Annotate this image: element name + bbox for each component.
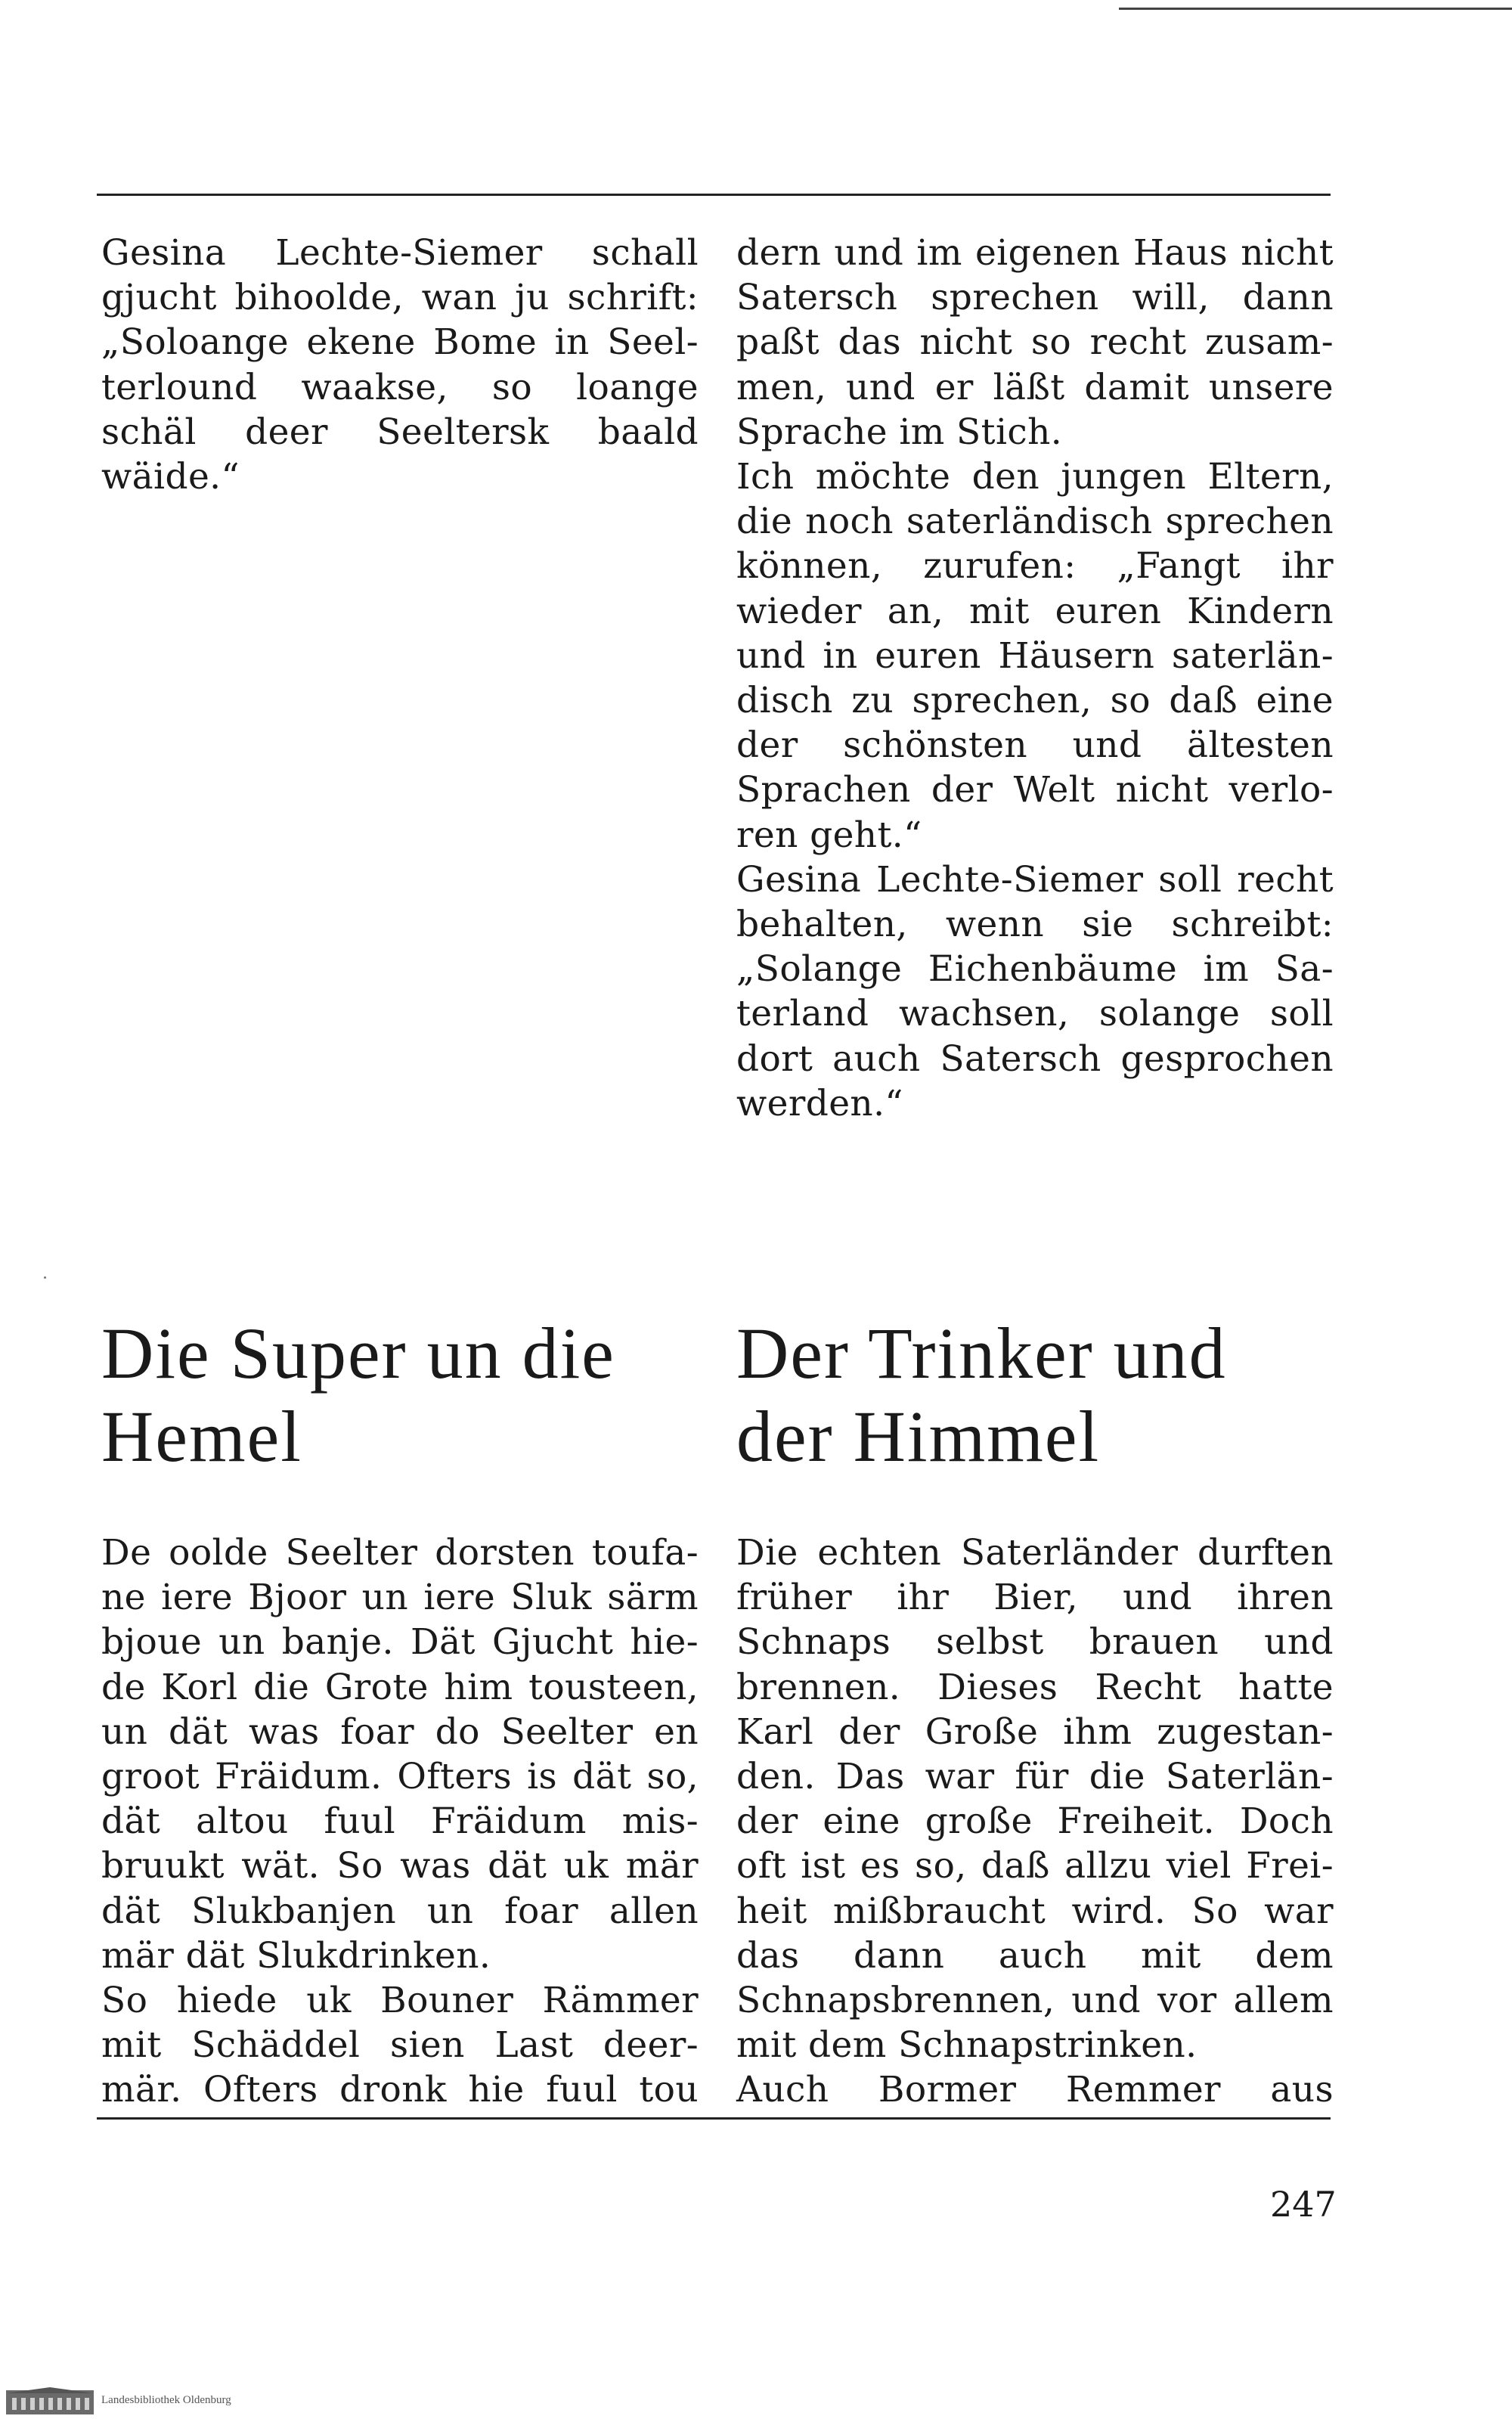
text-line: der eine große Freiheit. Doch (736, 1800, 1334, 1843)
text-line: dät altou fuul Fräidum mis- (101, 1800, 699, 1843)
text-line: terland wachsen, solange soll (736, 993, 1334, 1035)
text-line: mit dem Schnapstrinken. (736, 2024, 1198, 2067)
heading-right (736, 1312, 1334, 1478)
text-line: heit mißbraucht wird. So war (736, 1890, 1334, 1932)
text-line: So hiede uk Bouner Rämmer (101, 1980, 699, 2022)
text-line: können, zurufen: „Fangt ihr (736, 545, 1334, 588)
text-line: und in euren Häusern saterlän- (736, 634, 1334, 677)
text-line: Gesina Lechte-Siemer schall (101, 232, 699, 274)
text-line: wäide.“ (101, 456, 240, 498)
text-line: schäl deer Seeltersk baald (101, 411, 699, 453)
text-line: mär dät Slukdrinken. (101, 1934, 491, 1977)
text-line: dort auch Satersch gesprochen (736, 1037, 1334, 1080)
text-line: dät Slukbanjen un foar allen (101, 1890, 699, 1932)
text-line: terlound waakse, so loange (101, 366, 699, 408)
text-line: mär. Ofters dronk hie fuul tou (101, 2069, 699, 2111)
text-line: werden.“ (736, 1082, 903, 1124)
bottom-left-column (101, 1530, 699, 2113)
text-line: ne iere Bjoor un iere Sluk särm (101, 1577, 699, 1619)
corner-scan-line (1119, 8, 1512, 10)
heading-right-title (736, 1312, 1334, 1478)
text-line: bjoue un banje. Dät Gjucht hie- (101, 1621, 699, 1664)
text-line: un dät was foar do Seelter en (101, 1710, 699, 1753)
text-line: bruukt wät. So was dät uk mär (101, 1845, 699, 1887)
text-line: das dann auch mit dem (736, 1934, 1334, 1977)
text-line: brennen. Dieses Recht hatte (736, 1666, 1334, 1708)
text-line: disch zu sprechen, so daß eine (736, 680, 1334, 722)
heading-right-line2: der Himmel (736, 1396, 1101, 1477)
text-line: De oolde Seelter dorsten toufa- (101, 1532, 699, 1574)
heading-left-title (101, 1312, 699, 1478)
page-number: 247 (1270, 2184, 1337, 2225)
text-line: wieder an, mit euren Kindern (736, 590, 1334, 632)
heading-left-line1: Die Super un die (101, 1313, 615, 1394)
bottom-rule (97, 2117, 1331, 2120)
text-line: „Soloange ekene Bome in Seel- (101, 321, 699, 364)
text-line: Auch Bormer Remmer aus (736, 2069, 1334, 2111)
text-line: dern und im eigenen Haus nicht (736, 232, 1334, 274)
text-line: der schönsten und ältesten (736, 724, 1334, 767)
top-right-column (736, 231, 1334, 1126)
text-line: Sprachen der Welt nicht verlo- (736, 769, 1334, 811)
footer (0, 2382, 302, 2419)
text-line: Satersch sprechen will, dann (736, 277, 1334, 319)
text-line: früher ihr Bier, und ihren (736, 1577, 1334, 1619)
text-line: paßt das nicht so recht zusam- (736, 321, 1334, 364)
top-rule (97, 194, 1331, 196)
scan-speck (44, 1276, 46, 1279)
text-line: groot Fräidum. Ofters is dät so, (101, 1756, 699, 1798)
text-line: Ich möchte den jungen Eltern, (736, 456, 1334, 498)
text-line: gjucht bihoolde, wan ju schrift: (101, 277, 699, 319)
heading-left-line2: Hemel (101, 1396, 302, 1477)
text-line: die noch saterländisch sprechen (736, 501, 1334, 543)
text-line: Schnapsbrennen, und vor allem (736, 1980, 1334, 2022)
text-line: mit Schäddel sien Last deer- (101, 2024, 699, 2067)
text-line: „Solange Eichenbäume im Sa- (736, 948, 1334, 991)
heading-left (101, 1312, 699, 1478)
bottom-right-column (736, 1530, 1334, 2113)
text-line: Gesina Lechte-Siemer soll recht (736, 858, 1334, 901)
text-line: behalten, wenn sie schreibt: (736, 904, 1334, 946)
text-line: den. Das war für die Saterlän- (736, 1756, 1334, 1798)
text-line: ren geht.“ (736, 814, 922, 856)
text-line: Karl der Große ihm zugestan- (736, 1710, 1334, 1753)
footer-label: Landesbibliothek Oldenburg (101, 2394, 231, 2406)
text-line: men, und er läßt damit unsere (736, 366, 1334, 408)
text-line: Sprache im Stich. (736, 411, 1063, 453)
library-building-icon (5, 2386, 95, 2416)
text-line: oft ist es so, daß allzu viel Frei- (736, 1845, 1334, 1887)
text-line: Die echten Saterländer durften (736, 1532, 1334, 1574)
text-line: Schnaps selbst brauen und (736, 1621, 1334, 1664)
heading-right-line1: Der Trinker und (736, 1313, 1227, 1394)
text-line: de Korl die Grote him tousteen, (101, 1666, 699, 1708)
top-left-column (101, 231, 699, 499)
